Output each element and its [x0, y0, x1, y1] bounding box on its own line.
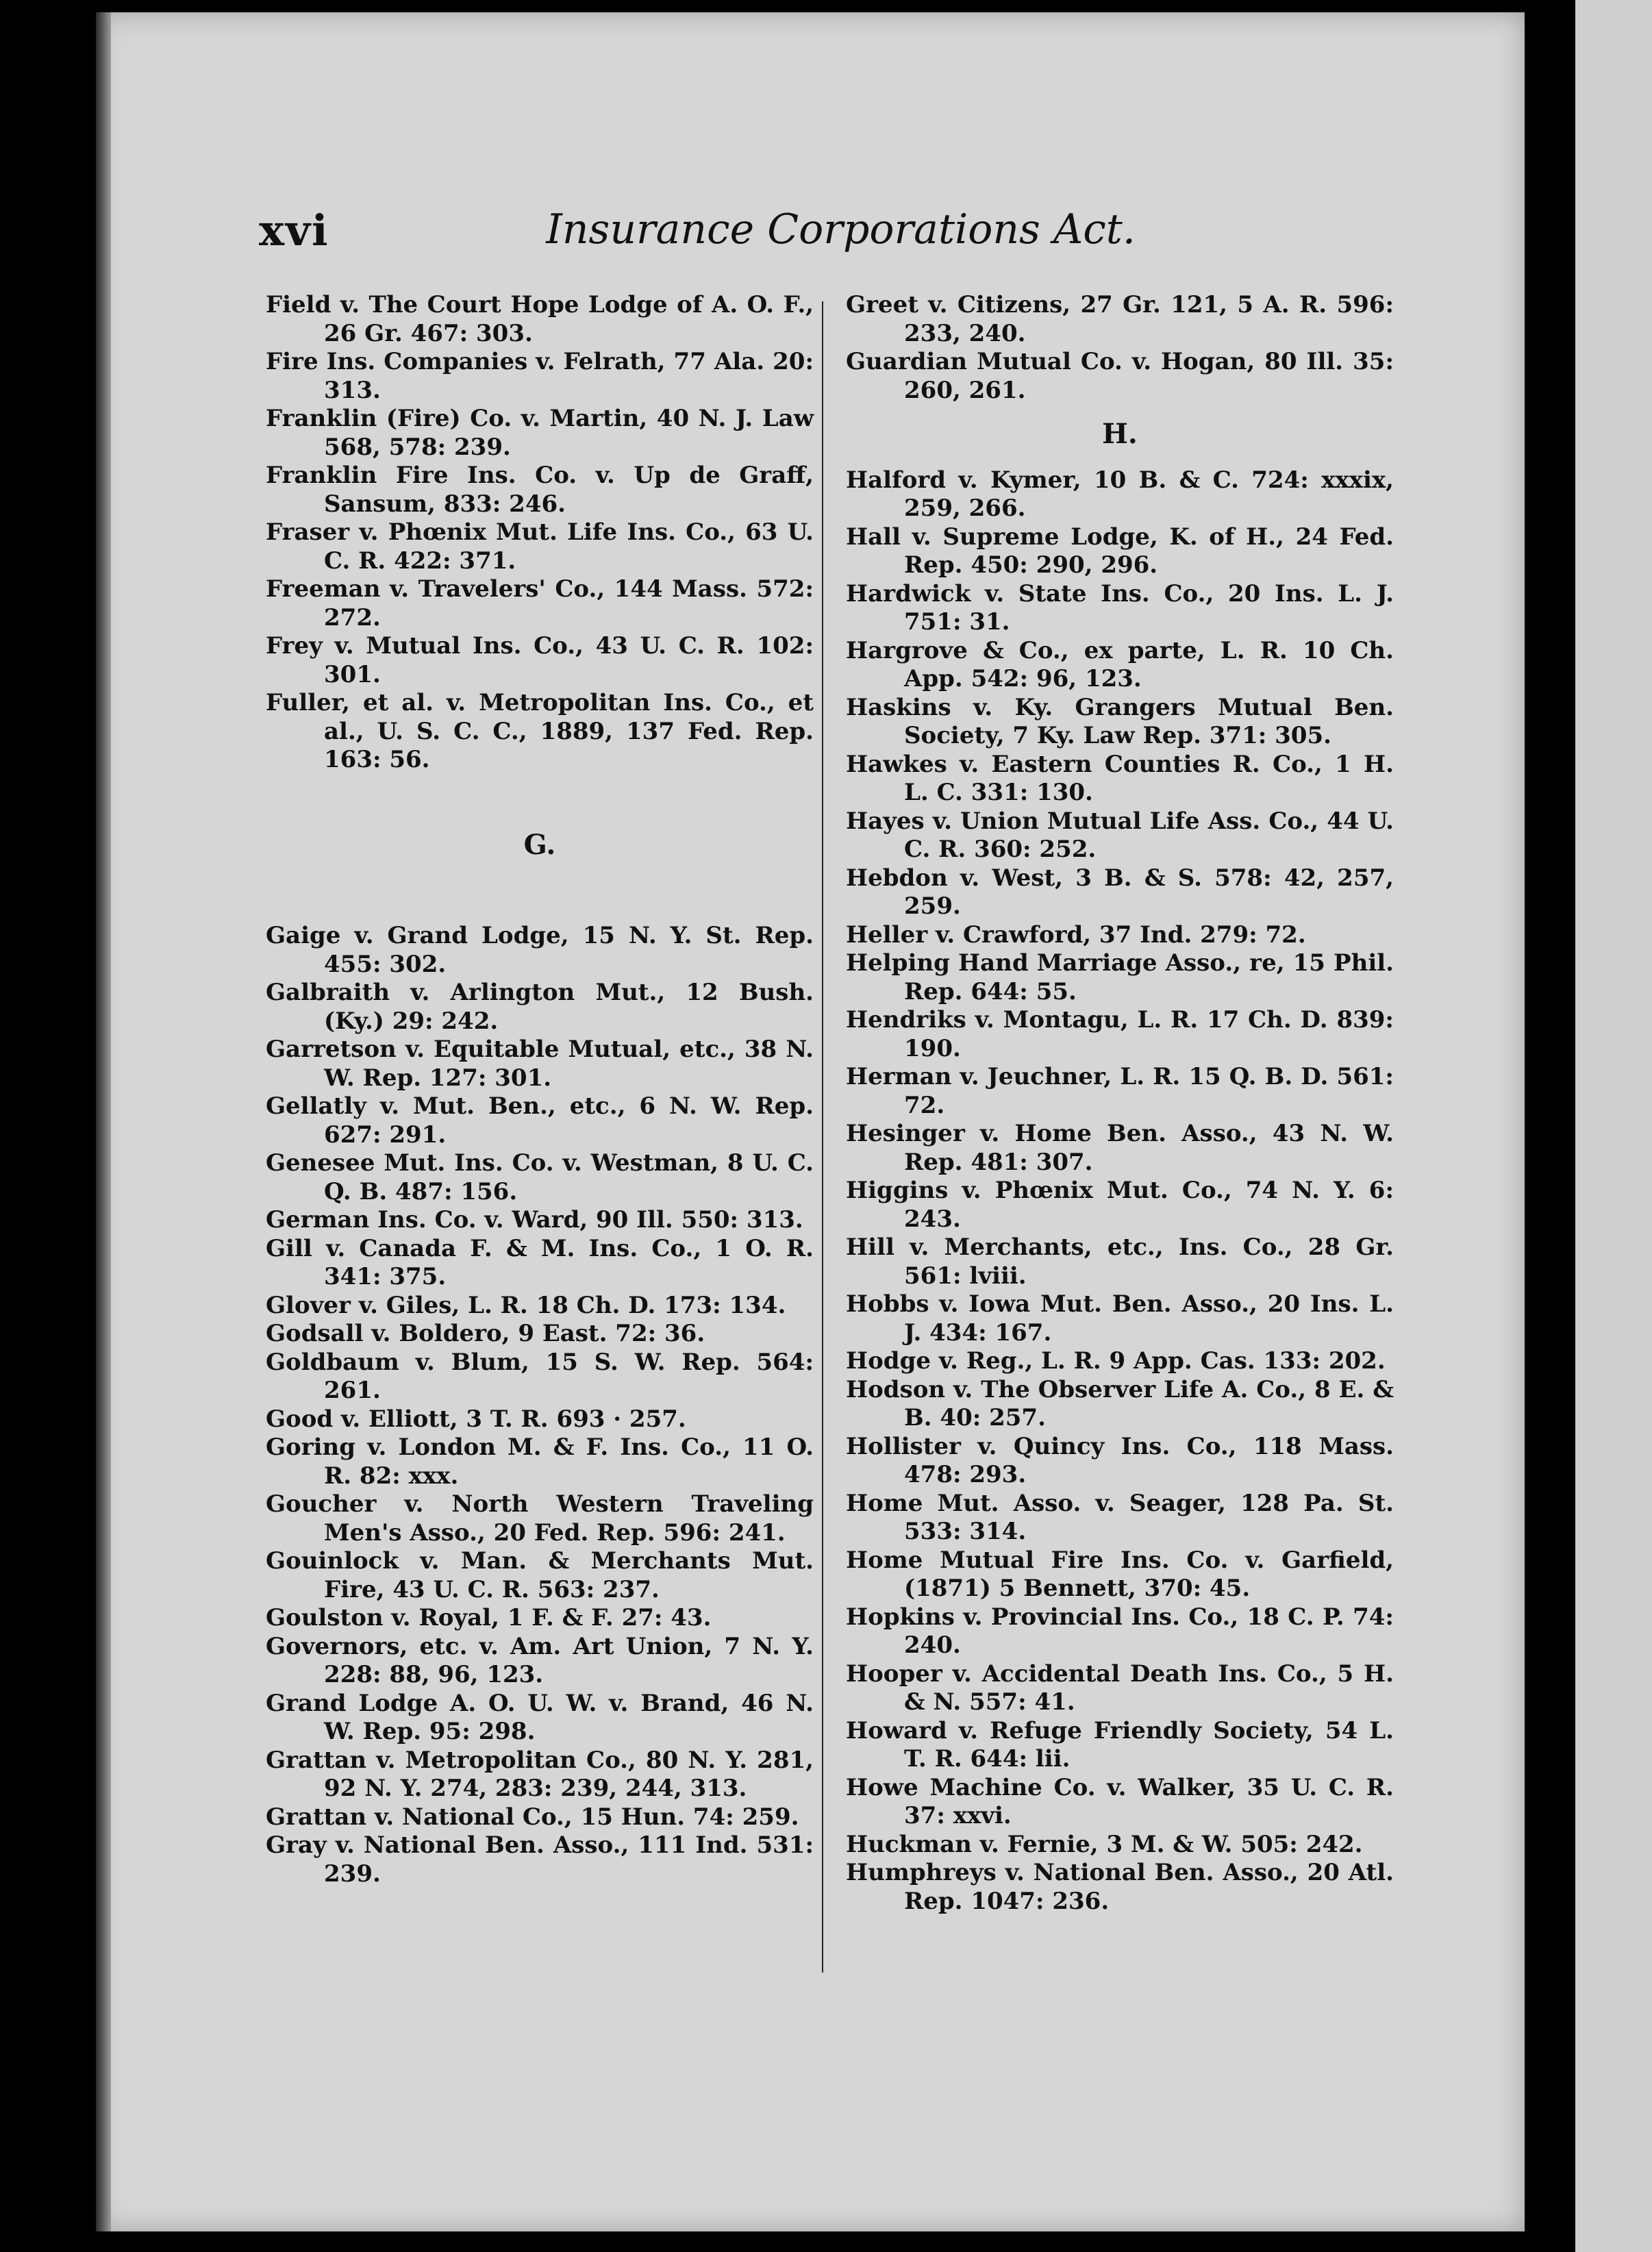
index-entry: Frey v. Mutual Ins. Co., 43 U. C. R. 102: 301.: [266, 632, 814, 688]
index-entry: Howard v. Refuge Friendly Society, 54 L. T. R. 644: lii.: [846, 1716, 1394, 1773]
index-entry: Galbraith v. Arlington Mut., 12 Bush. (Ky.) 29: 242.: [266, 979, 814, 1035]
index-entry: Huckman v. Fernie, 3 M. & W. 505: 242.: [846, 1830, 1363, 1858]
index-entry: Godsall v. Boldero, 9 East. 72: 36.: [266, 1320, 705, 1347]
index-entry: Hendriks v. Montagu, L. R. 17 Ch. D. 839: 190.: [846, 1006, 1394, 1062]
index-entry: Goldbaum v. Blum, 15 S. W. Rep. 564: 261.: [266, 1348, 814, 1404]
section-g-continued-entries: [846, 291, 1394, 405]
index-entry: Gellatly v. Mut. Ben., etc., 6 N. W. Rep. 627: 291.: [266, 1092, 814, 1149]
index-entry: Gray v. National Ben. Asso., 111 Ind. 531: 239.: [266, 1831, 814, 1888]
section-g-entries: [266, 922, 814, 1888]
index-entry: Gouinlock v. Man. & Merchants Mut. Fire, 43 U. C. R. 563: 237.: [266, 1547, 814, 1603]
page-number: xvi: [259, 205, 329, 255]
index-entry: Freeman v. Travelers' Co., 144 Mass. 572: 272.: [266, 575, 814, 631]
index-entry: Hopkins v. Provincial Ins. Co., 18 C. P. 74: 240.: [846, 1603, 1394, 1659]
index-entry: Genesee Mut. Ins. Co. v. Westman, 8 U. C. Q. B. 487: 156.: [266, 1149, 814, 1205]
page-header: [259, 205, 1136, 267]
index-entry: Hooper v. Accidental Death Ins. Co., 5 H. & N. 557: 41.: [846, 1660, 1394, 1716]
section-h-entries: [846, 466, 1394, 1916]
index-entry: Grand Lodge A. O. U. W. v. Brand, 46 N. W. Rep. 95: 298.: [266, 1689, 814, 1745]
index-entry: Hardwick v. State Ins. Co., 20 Ins. L. J. 751: 31.: [846, 579, 1394, 636]
index-entry: Herman v. Jeuchner, L. R. 15 Q. B. D. 561: 72.: [846, 1063, 1394, 1119]
index-entry: Fraser v. Phœnix Mut. Life Ins. Co., 63 U. C. R. 422: 371.: [266, 518, 814, 575]
index-entry: Hollister v. Quincy Ins. Co., 118 Mass. 478: 293.: [846, 1432, 1394, 1488]
index-entry: Home Mutual Fire Ins. Co. v. Garfield, (1871) 5 Bennett, 370: 45.: [846, 1546, 1394, 1602]
page-binding-edge: [96, 12, 111, 2231]
column-divider: [822, 301, 823, 1973]
index-entry: Grattan v. National Co., 15 Hun. 74: 259.: [266, 1803, 799, 1831]
index-entry: Franklin Fire Ins. Co. v. Up de Graff, Sansum, 833: 246.: [266, 462, 814, 518]
index-entry: Fire Ins. Companies v. Felrath, 77 Ala. 20: 313.: [266, 348, 814, 404]
index-entry: Franklin (Fire) Co. v. Martin, 40 N. J. Law 568, 578: 239.: [266, 405, 814, 461]
section-f-entries: [266, 291, 814, 775]
index-entry: Helping Hand Marriage Asso., re, 15 Phil. Rep. 644: 55.: [846, 949, 1394, 1005]
index-entry: Hawkes v. Eastern Counties R. Co., 1 H. L. C. 331: 130.: [846, 750, 1394, 806]
index-entry: Good v. Elliott, 3 T. R. 693 · 257.: [266, 1405, 686, 1433]
right-column: [846, 291, 1394, 1916]
index-entry: Hobbs v. Iowa Mut. Ben. Asso., 20 Ins. L. J. 434: 167.: [846, 1290, 1394, 1347]
index-entry: Goucher v. North Western Traveling Men's Asso., 20 Fed. Rep. 596: 241.: [266, 1490, 814, 1547]
left-column: [266, 291, 814, 1888]
index-entry: Hall v. Supreme Lodge, K. of H., 24 Fed. Rep. 450: 290, 296.: [846, 523, 1394, 579]
index-entry: Hodson v. The Observer Life A. Co., 8 E. & B. 40: 257.: [846, 1375, 1394, 1431]
index-entry: Gill v. Canada F. & M. Ins. Co., 1 O. R. 341: 375.: [266, 1234, 814, 1290]
index-entry: Humphreys v. National Ben. Asso., 20 Atl. Rep. 1047: 236.: [846, 1859, 1394, 1915]
index-entry: Hesinger v. Home Ben. Asso., 43 N. W. Rep. 481: 307.: [846, 1120, 1394, 1176]
index-entry: Field v. The Court Hope Lodge of A. O. F., 26 Gr. 467: 303.: [266, 291, 814, 347]
index-entry: German Ins. Co. v. Ward, 90 Ill. 550: 313.: [266, 1206, 803, 1234]
index-entry: Hodge v. Reg., L. R. 9 App. Cas. 133: 202.: [846, 1347, 1386, 1375]
index-entry: Grattan v. Metropolitan Co., 80 N. Y. 281, 92 N. Y. 274, 283: 239, 244, 313.: [266, 1746, 814, 1802]
index-entry: Halford v. Kymer, 10 B. & C. 724: xxxix, 259, 266.: [846, 466, 1394, 522]
index-entry: Higgins v. Phœnix Mut. Co., 74 N. Y. 6: 243.: [846, 1177, 1394, 1233]
index-entry: Governors, etc. v. Am. Art Union, 7 N. Y. 228: 88, 96, 123.: [266, 1632, 814, 1688]
index-entry: Goulston v. Royal, 1 F. & F. 27: 43.: [266, 1604, 712, 1631]
index-entry: Garretson v. Equitable Mutual, etc., 38 N. W. Rep. 127: 301.: [266, 1036, 814, 1092]
index-entry: Howe Machine Co. v. Walker, 35 U. C. R. 37: xxvi.: [846, 1773, 1394, 1829]
index-entry: Heller v. Crawford, 37 Ind. 279: 72.: [846, 921, 1306, 949]
section-letter-h: H.: [1102, 418, 1138, 450]
index-entry: Hargrove & Co., ex parte, L. R. 10 Ch. App. 542: 96, 123.: [846, 636, 1394, 692]
index-entry: Glover v. Giles, L. R. 18 Ch. D. 173: 134.: [266, 1291, 786, 1319]
index-entry: Fuller, et al. v. Metropolitan Ins. Co., et al., U. S. C. C., 1889, 137 Fed. Rep. 163: 56.: [266, 689, 814, 773]
adjacent-page-sliver: [1575, 0, 1652, 2252]
index-entry: Gaige v. Grand Lodge, 15 N. Y. St. Rep. 455: 302.: [266, 922, 814, 978]
index-entry: Greet v. Citizens, 27 Gr. 121, 5 A. R. 596: 233, 240.: [846, 291, 1394, 347]
index-entry: Hayes v. Union Mutual Life Ass. Co., 44 U. C. R. 360: 252.: [846, 807, 1394, 863]
index-entry: Goring v. London M. & F. Ins. Co., 11 O. R. 82: xxx.: [266, 1434, 814, 1490]
index-entry: Guardian Mutual Co. v. Hogan, 80 Ill. 35: 260, 261.: [846, 348, 1394, 404]
index-entry: Hebdon v. West, 3 B. & S. 578: 42, 257, 259.: [846, 864, 1394, 920]
index-entry: Haskins v. Ky. Grangers Mutual Ben. Society, 7 Ky. Law Rep. 371: 305.: [846, 693, 1394, 749]
index-entry: Hill v. Merchants, etc., Ins. Co., 28 Gr. 561: lviii.: [846, 1234, 1394, 1290]
section-letter-g: G.: [523, 828, 556, 861]
index-entry: Home Mut. Asso. v. Seager, 128 Pa. St. 533: 314.: [846, 1489, 1394, 1545]
running-title: Insurance Corporations Act.: [546, 205, 1136, 253]
